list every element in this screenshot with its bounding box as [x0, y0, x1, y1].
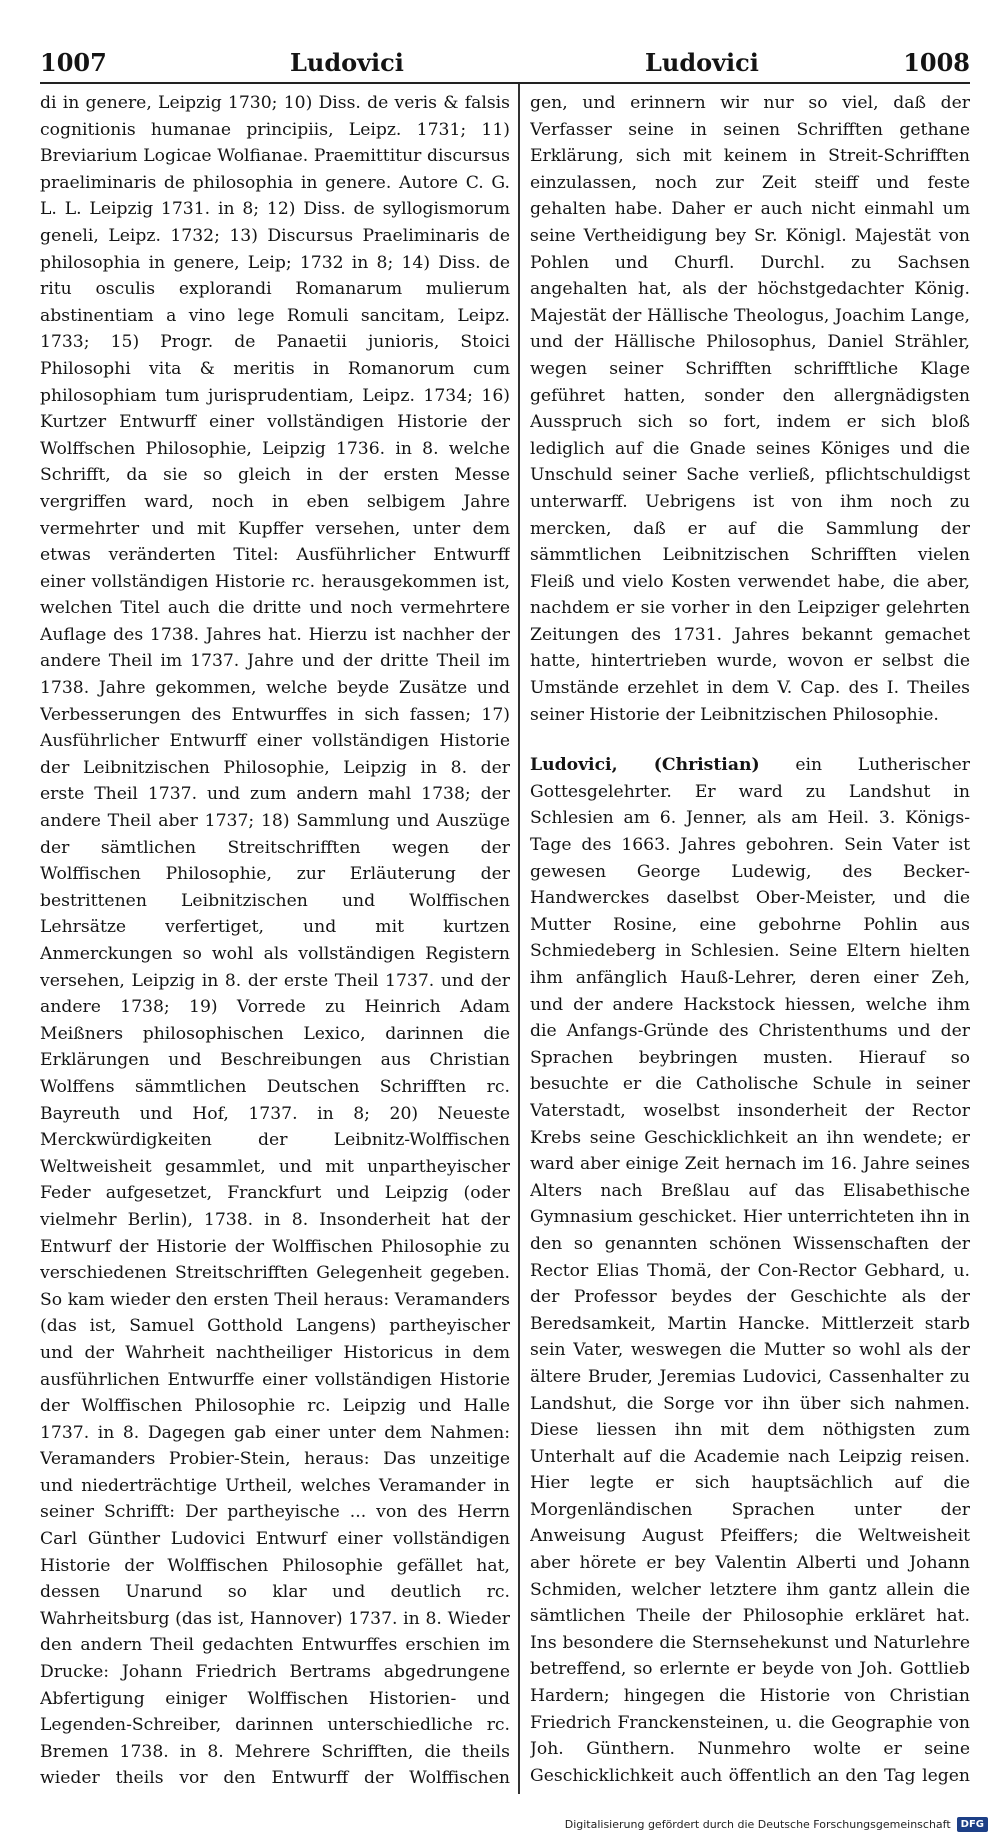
dictionary-entry — [530, 752, 970, 1790]
dfg-logo: DFG — [957, 1817, 988, 1832]
entry-text: ein Lutherischer Gottesgelehrter. Er ward zu Landshut in Schlesien am 6. Jenner, als am Heil. 3. Königs-Tage des 1663. Jahres gebohren. Sein Vater ist gewesen George Ludewig, des Becker-Handwerckes daselbst Ober-Meister, und die Mutter Rosine, eine gebohrne Pohlin aus Schmiedeberg in Schlesien. Seine Eltern hielten ihm anfänglich Hauß-Lehrer, deren einer Zeh, und der andere Hackstock hiessen, welche ihm die Anfangs-Gründe des Christenthums und der Sprachen beybringen musten. Hierauf so besuchte er die Catholische Schule in seiner Vaterstadt, woselbst insonderheit der Rector Krebs seine Geschicklichkeit an ihn wendete; er ward aber einige Zeit hernach im 16. Jahre seines Alters nach Breßlau auf das Elisabethische Gymnasium geschicket. Hier unterrichteten ihn in den so genannten schönen Wissenschaften der Rector Elias Thomä, der Con-Rector Gebhard, u. der Professor beydes der Geschichte als der Beredsamkeit, Martin Hancke. Mittlerzeit starb sein Vater, weswegen die Mutter so wohl als der ältere Bruder, Jeremias Ludovici, Cassenhalter zu Landshut, die Sorge vor ihn über sich nahmen. Diese liessen ihn mit dem nöthigsten zum Unterhalt auf die Academie nach Leipzig reisen. Hier legte er sich hauptsächlich auf die Morgenländischen Sprachen unter der Anweisung August Pfeiffers; die Weltweisheit aber hörete er bey Valentin Alberti und Johann Schmiden, welcher letztere ihm gantz allein die sämtlichen Theile der Philosophie erkläret hat. Ins besondere die Sternsehekunst und Naturlehre betreffend, so erlernte er beyde von Joh. Gottlieb Hardern; hingegen die Historie von Christian Friedrich Franckensteinen, u. die Geographie von Joh. Günthern. Nunmehro wolte er seine Geschicklichkeit auch öffentlich an den Tag legen — [530, 755, 970, 1786]
column-divider — [518, 84, 520, 1794]
right-column — [530, 90, 970, 1790]
left-column — [40, 90, 510, 1790]
page-number-right: 1008 — [903, 48, 970, 77]
page-number-left: 1007 — [40, 48, 107, 77]
header-rule — [40, 82, 970, 84]
continued-paragraph: gen, und erinnern wir nur so viel, daß der Verfasser seine in seinen Schrifften gethane Erklärung, sich mit keinem in Streit-Schrifften einzulassen, noch zur Zeit steiff und feste gehalten habe. Daher er auch nicht einmahl um seine Vertheidigung bey Sr. Königl. Majestät von Pohlen und Churfl. Durchl. zu Sachsen angehalten hat, als der höchstgedachter König. Majestät der Hällische Theologus, Joachim Lange, und der Hällische Philosophus, Daniel Strähler, wegen seiner Schrifften schrifftliche Klage geführet hatten, sonder den allergnädigsten Ausspruch sich so fort, indem er sich bloß lediglich auf die Gnade seines Königes und die Unschuld seiner Sache verließ, pflichtschuldigst unterwarff. Uebrigens ist von ihm noch zu mercken, daß er auf die Sammlung der sämmtlichen Leibnitzischen Schrifften vielen Fleiß und vielo Kosten verwendet habe, die aber, nachdem er sie vorher in den Leipziger gelehrten Zeitungen des 1731. Jahres bekannt gemachet hatte, hintertrieben wurde, wovon er selbst die Umstände erzehlet in dem V. Cap. des I. Theiles seiner Historie der Leibnitzischen Philosophie. — [530, 93, 970, 725]
running-title-right: Ludovici — [645, 48, 759, 77]
text-columns — [40, 90, 970, 1790]
running-title-left: Ludovici — [290, 48, 404, 77]
entry-lemma: Ludovici, (Christian) — [530, 755, 760, 776]
book-page — [40, 44, 970, 1804]
digitization-footer — [565, 1817, 988, 1832]
left-column-text: di in genere, Leipzig 1730; 10) Diss. de veris & falsis cognitionis humanae principiis, Leipz. 1731; 11) Breviarium Logicae Wolfianae. Praemittitur discursus praeliminaris de philosophia in genere. Autore C. G. L. L. Leipzig 1731. in 8; 12) Diss. de syllogismorum geneli, Leipz. 1732; 13) Discursus Praeliminaris de philosophia in genere, Leip; 1732 in 8; 14) Diss. de ritu osculis explorandi Romanarum mulierum abstinentiam a vino lege Romuli sancitam, Leipz. 1733; 15) Progr. de Panaetii junioris, Stoici Philosophi vita & meritis in Romanorum cum philosophiam tum jurisprudentiam, Leipz. 1734; 16) Kurtzer Entwurff einer vollständigen Historie der Wolffschen Philosophie, Leipzig 1736. in 8. welche Schrifft, da sie so gleich in der ersten Messe vergriffen ward, noch in eben selbigem Jahre vermehrter und mit Kupffer versehen, unter dem etwas veränderten Titel: Ausführlicher Entwurff einer vollständigen Historie rc. herausgekommen ist, welchen Titel auch die dritte und noch vermehrtere Auflage des 1738. Jahres hat. Hierzu ist nachher der andere Theil im 1737. Jahre und der dritte Theil im 1738. Jahre gekommen, welche beyde Zusätze und Verbesserungen des Entwurffes in sich fassen; 17) Ausführlicher Entwurff einer vollständigen Historie der Leibnitzischen Philosophie, Leipzig in 8. der erste Theil 1737. und zum andern mahl 1738; der andere Theil aber 1737; 18) Sammlung und Auszüge der sämtlichen Streitschrifften wegen der Wolffischen Philosophie, zur Erläuterung der bestrittenen Leibnitzischen und Wolffischen Lehrsätze verfertiget, und mit kurtzen Anmerckungen so wohl als vollständigen Registern versehen, Leipzig in 8. der erste Theil 1737. und der andere 1738; 19) Vorrede zu Heinrich Adam Meißners philosophischen Lexico, darinnen die Erklärungen und Beschreibungen aus Christian Wolffens sämmtlichen Deutschen Schrifften rc. Bayreuth und Hof, 1737. in 8; 20) Neueste Merckwürdigkeiten der Leibnitz-Wolffischen Weltweisheit gesammlet, und mit unpartheyischer Feder aufgesetzet, Franckfurt und Leipzig (oder vielmehr Berlin), 1738. in 8. Insonderheit hat der Entwurf der Historie der Wolffischen Philosophie zu verschiedenen Streitschrifften Gelegenheit gegeben. So kam wieder den ersten Theil heraus: Veramanders (das ist, Samuel Gotthold Langens) partheyischer und der Wahrheit nachtheiliger Historicus in dem ausführlichen Entwurffe einer vollständigen Historie der Wolffischen Philosophie rc. Leipzig und Halle 1737. in 8. Dagegen gab einer unter dem Nahmen: Veramanders Probier-Stein, heraus: Das unzeitige und niederträchtige Urtheil, welches Veramander in seiner Schrifft: Der partheyische ... von des Herrn Carl Günther Ludovici Entwurf einer vollständigen Historie der Wolffischen Philosophie gefället hat, dessen Unarund so klar und deutlich rc. Wahrheitsburg (das ist, Hannover) 1737. in 8. Wieder den andern Theil gedachten Entwurffes erschien im Drucke: Johann Friedrich Bertrams abgedrungene Abfertigung einiger Wolffischen Historien- und Legenden-Schreiber, darinnen unterschiedliche rc. Bremen 1738. in 8. Mehrere Schrifften, die theils wieder theils vor den Entwurff der Wolffischen — [40, 93, 510, 1789]
funding-note: Digitalisierung gefördert durch die Deutsche Forschungsgemeinschaft — [564, 1818, 951, 1831]
page-header — [40, 44, 970, 82]
